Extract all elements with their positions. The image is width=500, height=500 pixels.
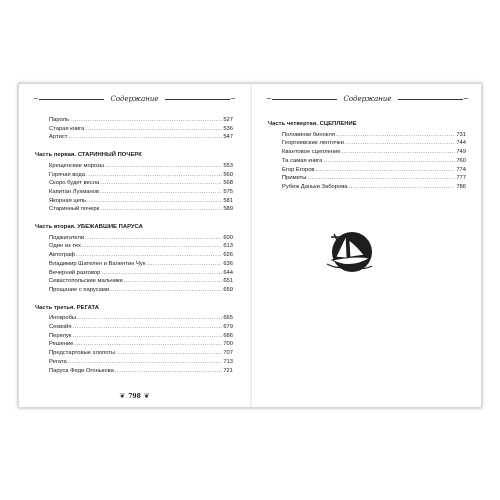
- toc-entry: [268, 148, 466, 157]
- toc-entry: [35, 323, 233, 332]
- dot-leader: [100, 179, 222, 188]
- running-head-title: Содержание: [343, 95, 392, 103]
- running-head-title: Содержание: [110, 95, 159, 103]
- toc-entry-title: Предстартовые хлопоты: [49, 350, 116, 357]
- dot-leader: [101, 269, 222, 278]
- toc-entry-title: Владимир Шателен и Валентин Чук: [49, 260, 146, 267]
- toc-entry-page: 600: [223, 234, 233, 241]
- part-title: Часть третья. РЕГАТА: [35, 304, 99, 311]
- folio-ornament-icon: ❦: [119, 392, 126, 400]
- toc-entry-page: 626: [223, 252, 233, 259]
- toc-entry-title: Перелук: [49, 332, 72, 339]
- dot-leader: [116, 349, 222, 358]
- toc-entry: [268, 166, 466, 175]
- toc-entry-title: Скоро будет весна: [49, 180, 100, 187]
- toc-entry: [35, 251, 233, 260]
- toc-entry-title: Рубеж Даньки Заборова: [282, 183, 348, 190]
- part-title: Часть первая. СТАРИННЫЙ ПОЧЕРК: [35, 152, 142, 159]
- toc-entry-page: 744: [456, 140, 466, 147]
- toc-entry: [268, 131, 466, 140]
- toc-entry-page: 644: [223, 269, 233, 276]
- toc-entry: [35, 358, 233, 367]
- toc-entry: [35, 133, 233, 142]
- part-title: Часть вторая. УБЕЖАВШИЕ ПАРУСА: [35, 224, 143, 231]
- left-page: [19, 84, 250, 407]
- page-folio: [19, 392, 250, 400]
- toc-entry-title: Паруса Феди Огонькова: [49, 367, 114, 374]
- dot-leader: [73, 323, 223, 332]
- toc-entry-title: Та самая книга: [282, 157, 323, 164]
- toc-entry-page: 774: [456, 166, 466, 173]
- toc-entry: [35, 188, 233, 197]
- dot-leader: [336, 131, 455, 140]
- toc-entry-title: Поджигатели: [49, 234, 85, 241]
- dot-leader: [86, 171, 222, 180]
- left-running-head: [33, 93, 236, 105]
- toc-entry-page: 713: [223, 358, 233, 365]
- dot-leader: [124, 277, 223, 286]
- dot-leader: [146, 260, 222, 269]
- toc-entry: [35, 234, 233, 243]
- section-spacer: [35, 295, 233, 300]
- toc-entry-page: 547: [223, 134, 233, 141]
- toc-entry-page: 777: [456, 175, 466, 182]
- toc-entry-title: Якорная цепь: [49, 197, 87, 204]
- toc-entry: [35, 162, 233, 171]
- page-number: 798: [125, 393, 144, 400]
- dot-leader: [74, 340, 222, 349]
- book-spread: [18, 83, 482, 408]
- toc-entry: [35, 277, 233, 286]
- dot-leader: [105, 162, 222, 171]
- dot-leader: [316, 166, 456, 175]
- toc-entry: [35, 125, 233, 134]
- toc-entry: [35, 269, 233, 278]
- toc-entry-page: 553: [223, 162, 233, 169]
- dot-leader: [72, 332, 222, 341]
- toc-entry: [35, 171, 233, 180]
- dot-leader: [110, 286, 222, 295]
- dot-leader: [115, 367, 222, 376]
- toc-entry: [268, 174, 466, 183]
- part-title: Часть четвертая. СЦЕПЛЕНИЕ: [268, 121, 357, 127]
- dot-leader: [100, 188, 222, 197]
- toc-entry-page: 707: [223, 350, 233, 357]
- toc-entry-page: 589: [223, 206, 233, 213]
- section-spacer: [35, 214, 233, 219]
- dot-leader: [323, 157, 455, 166]
- toc-entry-title: Решение: [49, 341, 74, 348]
- toc-entry-title: Инокробы: [49, 315, 77, 322]
- toc-entry-page: 536: [223, 125, 233, 132]
- toc-entry-page: 721: [223, 367, 233, 374]
- toc-right: [268, 116, 466, 192]
- toc-entry: [268, 139, 466, 148]
- toc-entry: [35, 197, 233, 206]
- toc-entry-title: Капитан Лухманов: [49, 188, 99, 195]
- toc-entry-page: 659: [223, 286, 233, 293]
- toc-entry: [268, 183, 466, 192]
- toc-entry: [35, 179, 233, 188]
- dot-leader: [85, 125, 222, 134]
- toc-entry: [35, 116, 233, 125]
- toc-entry-page: 700: [223, 341, 233, 348]
- toc-entry-title: Регата: [49, 358, 67, 365]
- toc-entry: [35, 260, 233, 269]
- toc-entry: [35, 349, 233, 358]
- toc-entry-page: 786: [456, 183, 466, 190]
- toc-entry-title: Квантовое сцепление: [282, 149, 341, 156]
- swash-ornament-icon: ~: [33, 94, 39, 103]
- toc-entry-title: Автограф: [49, 252, 75, 259]
- toc-entry: [35, 340, 233, 349]
- toc-entry-page: 613: [223, 243, 233, 250]
- toc-entry-page: 568: [223, 180, 233, 187]
- dot-leader: [345, 139, 456, 148]
- toc-entry-page: 527: [223, 117, 233, 123]
- dot-leader: [87, 197, 222, 206]
- toc-left: [35, 116, 233, 375]
- toc-entry-title: Артист: [49, 134, 68, 141]
- dot-leader: [77, 314, 222, 323]
- toc-entry-page: 560: [223, 171, 233, 178]
- dot-leader: [68, 358, 223, 367]
- dot-leader: [342, 148, 456, 157]
- header-rule: [398, 99, 464, 100]
- dot-leader: [85, 234, 222, 243]
- dot-leader: [76, 251, 222, 260]
- toc-entry-title: Приметы: [282, 175, 307, 182]
- dot-leader: [307, 174, 455, 183]
- swash-ornament-icon: ~: [266, 94, 272, 103]
- sailing-ship-emblem-icon: [324, 224, 376, 276]
- toc-entry-title: Севастопольские мальчики: [49, 278, 123, 285]
- toc-entry-title: Георгиевские ленточки: [282, 140, 344, 147]
- toc-entry: [35, 314, 233, 323]
- toc-entry-title: Пароль: [49, 117, 70, 123]
- dot-leader: [70, 116, 222, 125]
- header-rule: [165, 99, 231, 100]
- toc-entry-title: Прощание с парусами: [49, 286, 110, 293]
- toc-entry-title: Один из тех: [49, 243, 81, 250]
- dot-leader: [82, 242, 222, 251]
- dot-leader: [348, 183, 455, 192]
- toc-entry-title: Секвойя: [49, 324, 72, 331]
- toc-entry-page: 679: [223, 324, 233, 331]
- toc-entry-title: Старая книга: [49, 125, 85, 132]
- toc-entry-page: 686: [223, 332, 233, 339]
- toc-entry-title: Крещенские морозы: [49, 162, 104, 169]
- toc-entry-page: 749: [456, 149, 466, 156]
- toc-entry: [268, 157, 466, 166]
- toc-entry: [35, 242, 233, 251]
- folio-ornament-icon: ❦: [143, 392, 150, 400]
- toc-entry-page: 760: [456, 157, 466, 164]
- toc-entry-page: 575: [223, 188, 233, 195]
- toc-entry: [35, 367, 233, 376]
- dot-leader: [100, 205, 222, 214]
- toc-entry-page: 636: [223, 260, 233, 267]
- toc-entry-page: 651: [223, 278, 233, 285]
- toc-entry: [35, 286, 233, 295]
- right-page: [252, 84, 483, 407]
- header-rule: [39, 99, 105, 100]
- toc-entry: [35, 205, 233, 214]
- toc-entry-title: Старинный почерк: [49, 206, 100, 213]
- swash-ornament-icon: ~: [463, 94, 469, 103]
- toc-entry-page: 731: [456, 131, 466, 138]
- right-running-head: [266, 93, 469, 105]
- header-rule: [272, 99, 338, 100]
- toc-entry-page: 581: [223, 197, 233, 204]
- dot-leader: [68, 133, 222, 142]
- toc-entry-page: 665: [223, 315, 233, 322]
- toc-entry-title: Егор Егоров: [282, 166, 315, 173]
- toc-entry-title: Половинки бинокля: [282, 131, 335, 138]
- swash-ornament-icon: ~: [230, 94, 236, 103]
- toc-entry-title: Горячая вода: [49, 171, 85, 178]
- toc-entry-title: Вечерний разговор: [49, 269, 101, 276]
- toc-entry: [35, 332, 233, 341]
- section-spacer: [35, 142, 233, 147]
